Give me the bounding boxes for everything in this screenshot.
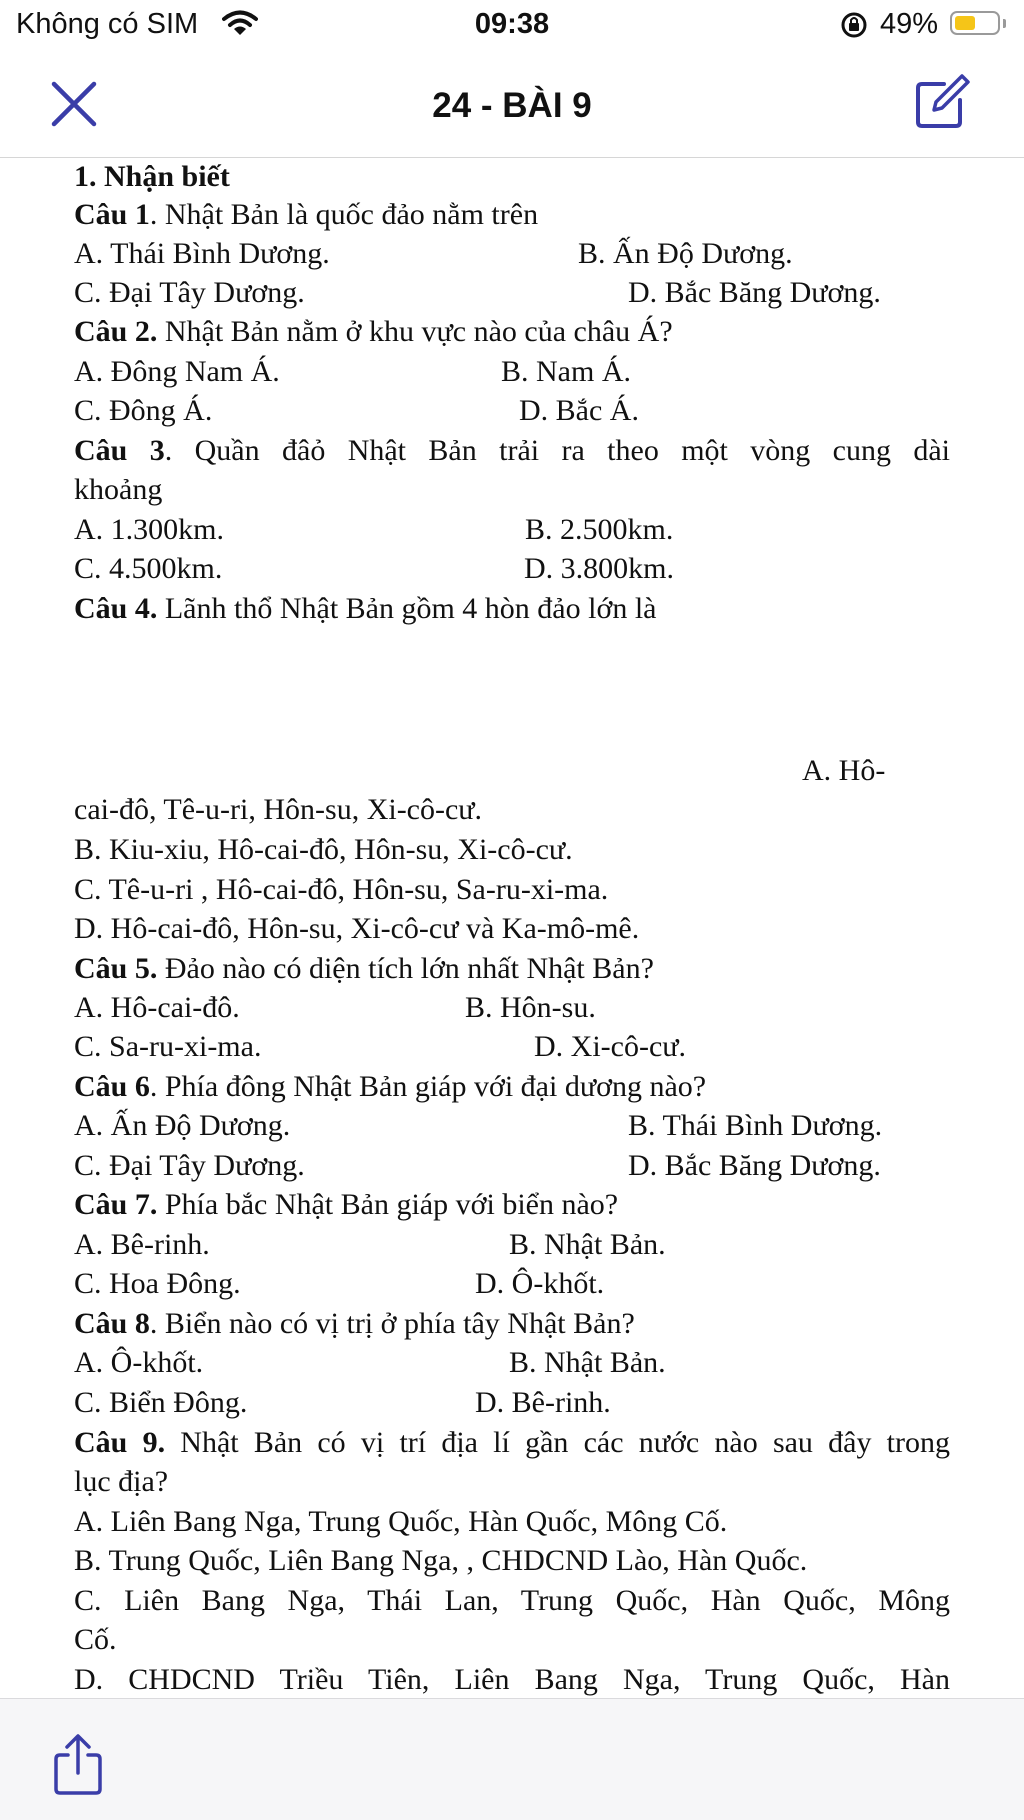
q4-option-a-start: A. Hô- xyxy=(802,754,886,787)
section-heading: 1. Nhận biết xyxy=(74,160,230,193)
q8-option-a: A. Ô-khốt. xyxy=(74,1346,204,1379)
question-3: Câu 3. Quần đâỏ Nhật Bản trải ra theo một vòng cung dài xyxy=(74,434,950,467)
edit-icon[interactable] xyxy=(910,72,972,134)
q3-option-d: D. 3.800km. xyxy=(524,552,674,585)
q6-option-d: D. Bắc Băng Dương. xyxy=(628,1149,881,1182)
q5-option-c: C. Sa-ru-xi-ma. xyxy=(74,1030,262,1063)
question-6: Câu 6. Phía đông Nhật Bản giáp với đại dương nào? xyxy=(74,1070,707,1103)
q8-option-d: D. Bê-rinh. xyxy=(475,1386,611,1419)
q9-option-a: A. Liên Bang Nga, Trung Quốc, Hàn Quốc, Mông Cố. xyxy=(74,1505,728,1538)
q5-option-b: B. Hôn-su. xyxy=(465,991,596,1024)
q9-option-c: C. Liên Bang Nga, Thái Lan, Trung Quốc, Hàn Quốc, Mông xyxy=(74,1584,950,1617)
q9-option-b: B. Trung Quốc, Liên Bang Nga, , CHDCND Lào, Hàn Quốc. xyxy=(74,1544,808,1577)
question-7: Câu 7. Phía bắc Nhật Bản giáp với biển nào? xyxy=(74,1188,619,1221)
q5-option-d: D. Xi-cô-cư. xyxy=(534,1030,687,1063)
q3-option-b: B. 2.500km. xyxy=(525,513,674,546)
battery-level-fill xyxy=(955,16,975,30)
q8-option-c: C. Biển Đông. xyxy=(74,1386,248,1419)
q7-option-a: A. Bê-rinh. xyxy=(74,1228,210,1261)
q1-option-b: B. Ấn Độ Dương. xyxy=(578,237,793,270)
carrier-label: Không có SIM xyxy=(16,8,199,40)
q1-option-d: D. Bắc Băng Dương. xyxy=(628,276,881,309)
q3-option-a: A. 1.300km. xyxy=(74,513,224,546)
q2-option-a: A. Đông Nam Á. xyxy=(74,355,280,388)
battery-percent: 49% xyxy=(880,8,939,40)
navigation-bar xyxy=(0,56,1024,158)
q6-option-c: C. Đại Tây Dương. xyxy=(74,1149,305,1182)
q9-option-c-continued: Cố. xyxy=(74,1623,117,1656)
q2-option-c: C. Đông Á. xyxy=(74,394,213,427)
question-5: Câu 5. Đảo nào có diện tích lớn nhất Nhật Bản? xyxy=(74,952,654,985)
q5-option-a: A. Hô-cai-đô. xyxy=(74,991,240,1024)
clock: 09:38 xyxy=(474,8,550,40)
question-3-continued: khoảng xyxy=(74,473,163,506)
q2-option-d: D. Bắc Á. xyxy=(519,394,639,427)
q9-option-d: D. CHDCND Triều Tiên, Liên Bang Nga, Trung Quốc, Hàn xyxy=(74,1663,950,1696)
question-9: Câu 9. Nhật Bản có vị trí địa lí gần các nước nào sau đây trong xyxy=(74,1426,951,1459)
bottom-toolbar xyxy=(0,1698,1024,1820)
battery-tip xyxy=(1003,19,1006,28)
rotation-lock-icon xyxy=(840,11,868,39)
q6-option-a: A. Ấn Độ Dương. xyxy=(74,1109,291,1142)
q7-option-c: C. Hoa Đông. xyxy=(74,1267,241,1300)
q6-option-b: B. Thái Bình Dương. xyxy=(628,1109,883,1142)
q4-option-d: D. Hô-cai-đô, Hôn-su, Xi-cô-cư và Ka-mô-mê. xyxy=(74,912,640,945)
q2-option-b: B. Nam Á. xyxy=(501,355,631,388)
q1-option-c: C. Đại Tây Dương. xyxy=(74,276,305,309)
question-4: Câu 4. Lãnh thổ Nhật Bản gồm 4 hòn đảo lớn là xyxy=(74,592,657,625)
q8-option-b: B. Nhật Bản. xyxy=(509,1346,666,1379)
page-title: 24 - BÀI 9 xyxy=(432,86,592,125)
q7-option-d: D. Ô-khốt. xyxy=(475,1267,605,1300)
q4-option-b: B. Kiu-xiu, Hô-cai-đô, Hôn-su, Xi-cô-cư. xyxy=(74,833,573,866)
q3-option-c: C. 4.500km. xyxy=(74,552,223,585)
question-9-continued: lục địa? xyxy=(74,1465,169,1498)
share-icon[interactable] xyxy=(52,1733,104,1795)
question-8: Câu 8. Biển nào có vị trị ở phía tây Nhật Bản? xyxy=(74,1307,635,1340)
q4-option-c: C. Tê-u-ri , Hô-cai-đô, Hôn-su, Sa-ru-xi-ma. xyxy=(74,873,609,906)
q1-option-a: A. Thái Bình Dương. xyxy=(74,237,330,270)
status-bar xyxy=(0,0,1024,52)
question-2: Câu 2. Nhật Bản nằm ở khu vực nào của châu Á? xyxy=(74,315,673,348)
document-viewer[interactable] xyxy=(0,158,1024,1698)
question-1: Câu 1. Nhật Bản là quốc đảo nằm trên xyxy=(74,198,539,231)
battery-icon xyxy=(950,11,1000,35)
q4-option-a-continued: cai-đô, Tê-u-ri, Hôn-su, Xi-cô-cư. xyxy=(74,793,483,826)
q7-option-b: B. Nhật Bản. xyxy=(509,1228,666,1261)
